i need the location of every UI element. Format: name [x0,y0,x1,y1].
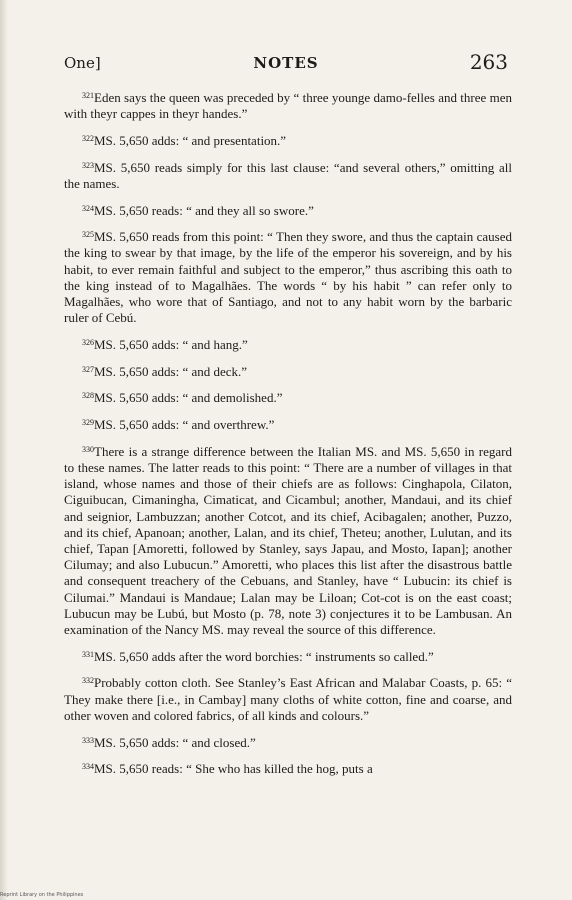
note-text: MS. 5,650 adds after the word borchies: “ instruments so called.” [94,648,434,664]
note-text: Eden says the queen was preceded by “ three younge damo-felles and three men with theyr cappes in theyr handes.” [64,90,512,122]
running-header [64,50,508,76]
note-item [64,442,512,638]
notes-list [64,88,512,786]
note-text: MS. 5,650 reads simply for this last clause: “and several others,” omitting all the names. [64,159,512,191]
note-item [64,733,512,751]
note-item [64,647,512,665]
note-text: Probably cotton cloth. See Stanley’s East African and Malabar Coasts, p. 65: “ They make there [i.e., in Cambay] many cloths of white cotton, fine and coarse, and other woven and colored fabrics, of all kinds and colours.” [64,675,512,723]
note-number: 329 [82,418,94,428]
note-text: MS. 5,650 adds: “ and demolished.” [94,390,283,406]
header-title: NOTES [253,54,319,72]
note-number: 326 [82,337,94,347]
note-number: 322 [82,133,94,143]
note-number: 327 [82,364,94,374]
note-item [64,131,512,149]
note-number: 331 [82,649,94,659]
note-number: 324 [82,203,94,213]
note-item [64,227,512,326]
note-item [64,673,512,724]
note-text: MS. 5,650 adds: “ and deck.” [94,363,248,379]
note-number: 330 [82,444,94,454]
note-item [64,759,512,777]
note-number: 333 [82,735,94,745]
scan-footer: Reprint Library on the Philippines [0,892,84,898]
note-number: 325 [82,230,94,240]
note-text: MS. 5,650 reads: “ and they all so swore.” [94,202,314,218]
note-text: MS. 5,650 reads: “ She who has killed the hog, puts a [94,761,373,777]
note-item [64,362,512,380]
note-text: MS. 5,650 adds: “ and hang.” [94,336,248,352]
note-item [64,388,512,406]
note-text: There is a strange difference between the Italian MS. and MS. 5,650 in regard to these names. The latter reads to this point: “ There are a number of villages in that island, whose names and those of their chiefs are as follows: Cinghapola, Cilaton, Ciguibucan, Cimaningha, Cimaticat, and Cicambul; another, Mandaui, and its chief and seignior, Lambuzzan; another Cotcot, and its chief, Acibagalen; another, Puzzo, and its chief, Apanoan; another, Lalan, and its chief, Theteu; another, Lulutan, and its chief, Tapan [Amoretti, followed by Stanley, says Japau, and Mosto, Iapan]; another Cilumay; and also Lubucun.” Amoretti, who places this list after the disastrous battle and consequent treachery of the Cebuans, and Stanley, have “ Lubucin: its chief is Cilumai.” Mandaui is Mandaue; Lalan may be Liloan; Cot-cot is on the east coast; Lubucun may be Lubú, but Mosto (p. 78, note 3) conjectures it to be Lambusan. An examination of the Nancy MS. may reveal the source of this difference. [64,443,512,637]
note-text: MS. 5,650 adds: “ and overthrew.” [94,417,275,433]
header-section-label: One] [64,54,101,72]
note-item [64,415,512,433]
page-edge-shadow [0,0,8,900]
page-number: 263 [469,50,508,74]
note-number: 334 [82,762,94,772]
note-number: 328 [82,391,94,401]
note-item [64,335,512,353]
note-number: 323 [82,160,94,170]
note-text: MS. 5,650 adds: “ and presentation.” [94,132,287,148]
note-text: MS. 5,650 adds: “ and closed.” [94,734,256,750]
note-number: 321 [82,91,94,100]
note-item [64,201,512,219]
note-number: 332 [82,676,94,686]
note-text: MS. 5,650 reads from this point: “ Then they swore, and thus the captain caused the king to swear by that image, by the life of the emperor his sovereign, and by his habit, to ever remain faithful and subject to the emperor,” thus ascribing this oath to the king instead of to Magalhães. The words “ by his habit ” can refer only to Magalhães, who wore that of Santiago, and not to any habit worn by the barbaric ruler of Cebú. [64,229,512,326]
note-item [64,88,512,122]
note-item [64,158,512,192]
